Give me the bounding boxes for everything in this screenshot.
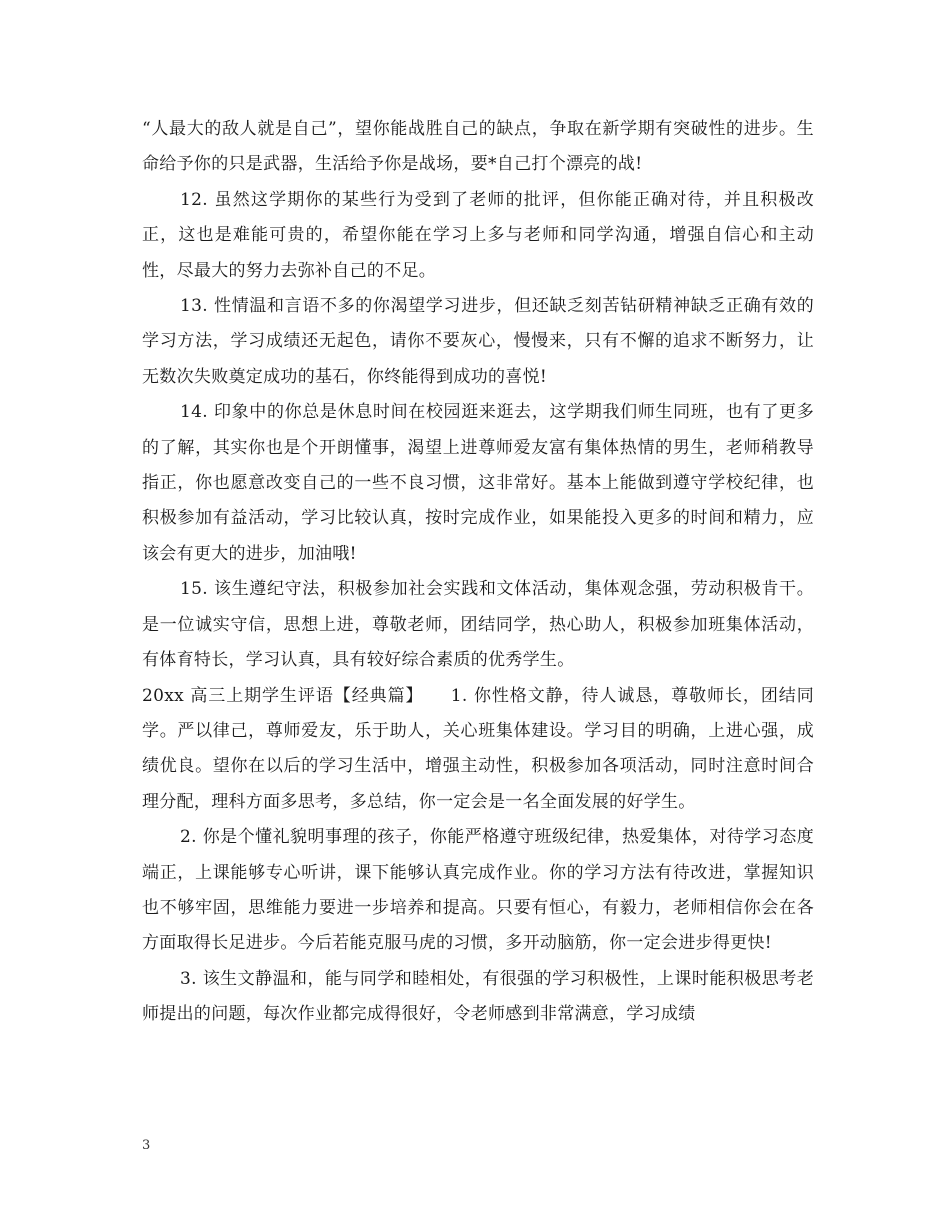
paragraph-comment-14: 14. 印象中的你总是休息时间在校园逛来逛去，这学期我们师生同班，也有了更多的了解，其实你也是个开朗懂事，渴望上进尊师爱友富有集体热情的男生，老师稍教导指正，你也愿意改变自己的一些不良习惯，这非常好。基本上能做到遵守学校纪律，也积极参加有益活动，学习比较认真，按时完成作业，如果能投入更多的时间和精力，应该会有更大的进步，加油哦! <box>142 402 814 564</box>
page-number: 3 <box>142 1138 151 1153</box>
paragraph-intro-continuation: “人最大的敌人就是自己”，望你能战胜自己的缺点，争取在新学期有突破性的进步。生命给予你的只是武器，生活给予你是战场，要*自己打个漂亮的战! <box>142 119 814 175</box>
paragraph-classic-2: 2. 你是个懂礼貌明事理的孩子，你能严格遵守班级纪律，热爱集体，对待学习态度端正，上课能够专心听讲，课下能够认真完成作业。你的学习方法有待改进，掌握知识也不够牢固，思维能力要进一步培养和提高。只要有恒心，有毅力，老师相信你会在各方面取得长足进步。今后若能克服马虎的习惯，多开动脑筋，你一定会进步得更快! <box>142 827 814 954</box>
paragraph-comment-12: 12. 虽然这学期你的某些行为受到了老师的批评，但你能正确对待，并且积极改正，这也是难能可贵的，希望你能在学习上多与老师和同学沟通，增强自信心和主动性，尽最大的努力去弥补自己的不足。 <box>142 189 814 281</box>
paragraph-comment-15: 15. 该生遵纪守法，积极参加社会实践和文体活动，集体观念强，劳动积极肯干。是一位诚实守信，思想上进，尊敬老师，团结同学，热心助人，积极参加班集体活动，有体育特长，学习认真，具有较好综合素质的优秀学生。 <box>142 579 814 671</box>
document-body <box>142 112 814 1033</box>
paragraph-section-classic-1: 20xx 高三上期学生评语【经典篇】 1. 你性格文静，待人诚恳，尊敬师长，团结同学。严以律己，尊师爱友，乐于助人，关心班集体建设。学习目的明确，上进心强，成绩优良。望你在以后的学习生活中，增强主动性，积极参加各项活动，同时注意时间合理分配，理科方面多思考，多总结，你一定会是一名全面发展的好学生。 <box>142 685 814 812</box>
paragraph-comment-13: 13. 性情温和言语不多的你渴望学习进步，但还缺乏刻苦钻研精神缺乏正确有效的学习方法，学习成绩还无起色，请你不要灰心，慢慢来，只有不懈的追求不断努力，让无数次失败奠定成功的基石，你终能得到成功的喜悦! <box>142 296 814 387</box>
paragraph-classic-3: 3. 该生文静温和，能与同学和睦相处，有很强的学习积极性，上课时能积极思考老师提出的问题，每次作业都完成得很好，令老师感到非常满意，学习成绩 <box>142 968 814 1025</box>
